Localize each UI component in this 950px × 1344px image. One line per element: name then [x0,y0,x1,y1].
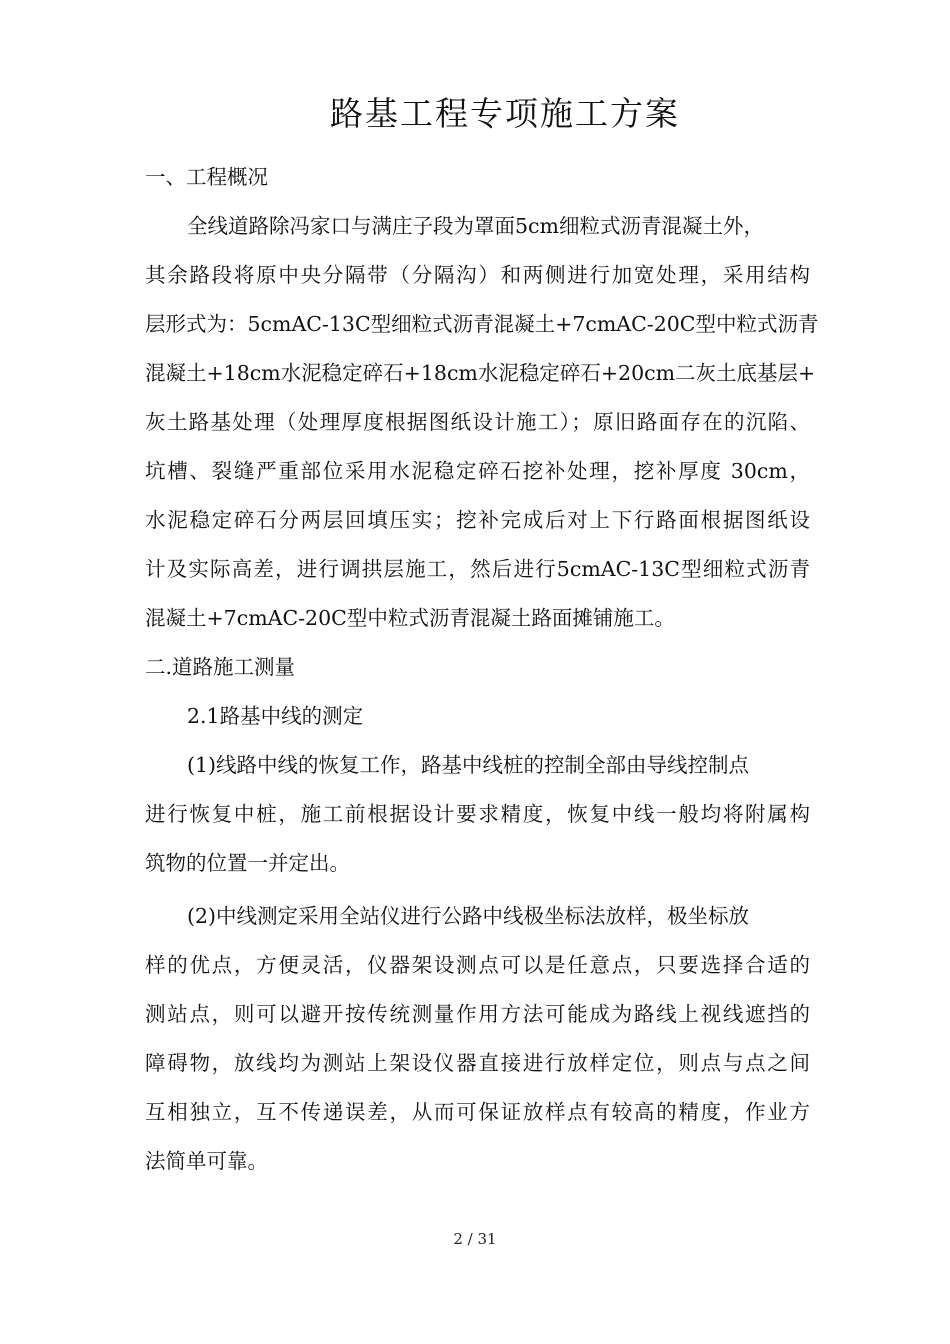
document-title-text: 路基工程专项施工方案 [330,94,680,133]
paragraph-line: 灰土路基处理（处理厚度根据图纸设计施工）；原旧路面存在的沉陷、 [145,410,810,434]
paragraph-line: 计及实际高差，进行调拱层施工，然后进行5cmAC-13C型细粒式沥青 [145,557,810,581]
paragraph-line: 测站点，则可以避开按传统测量作用方法可能成为路线上视线遮挡的 [145,1002,810,1026]
subsection-heading-centerline: 2.1路基中线的测定 [187,704,364,728]
paragraph-line: (1)线路中线的恢复工作，路基中线桩的控制全部由导线控制点 [187,753,750,777]
paragraph-line: 障碍物，放线均为测站上架设仪器直接进行放样定位，则点与点之间 [145,1051,810,1075]
paragraph-line: 筑物的位置一并定出。 [145,851,350,875]
paragraph-line: 进行恢复中桩，施工前根据设计要求精度，恢复中线一般均将附属构 [145,802,810,826]
section-heading-overview: 一、工程概况 [145,165,268,189]
paragraph-line: 全线道路除冯家口与满庄子段为罩面5cm细粒式沥青混凝土外， [187,214,764,238]
paragraph-line: 水泥稳定碎石分两层回填压实；挖补完成后对上下行路面根据图纸设 [145,508,810,532]
paragraph-line: 其余路段将原中央分隔带（分隔沟）和两侧进行加宽处理，采用结构 [145,263,810,287]
paragraph-line: 样的优点，方便灵活，仪器架设测点可以是任意点，只要选择合适的 [145,953,810,977]
paragraph-line: (2)中线测定采用全站仪进行公路中线极坐标法放样，极坐标放 [187,904,750,928]
document-body [145,153,819,1186]
paragraph-line: 互相独立，互不传递误差，从而可保证放样点有较高的精度，作业方 [145,1100,810,1124]
paragraph-line: 混凝土+7cmAC-20C型中粒式沥青混凝土路面摊铺施工。 [145,606,675,630]
paragraph-line: 混凝土+18cm水泥稳定碎石+18cm水泥稳定碎石+20cm二灰土底基层+ [145,361,816,385]
document-title [0,88,950,135]
section-heading-survey: 二.道路施工测量 [145,655,296,679]
paragraph-line: 法简单可靠。 [145,1149,268,1173]
page-number: 2 / 31 [453,1230,497,1248]
paragraph-line: 坑槽、裂缝严重部位采用水泥稳定碎石挖补处理，挖补厚度 30cm， [145,459,810,483]
paragraph-line: 层形式为：5cmAC-13C型细粒式沥青混凝土+7cmAC-20C型中粒式沥青 [145,312,819,336]
